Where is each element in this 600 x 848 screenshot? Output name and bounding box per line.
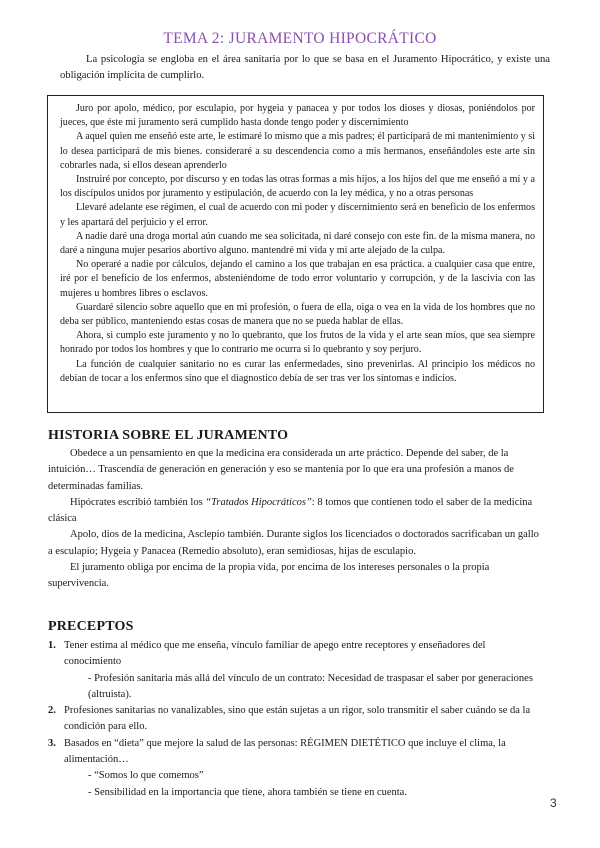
oath-paragraph: Llevaré adelante ese régimen, el cual de acuerdo con mi poder y discernimiento será en beneficio de los enfermos y les apartará del perjuicio y el error. <box>60 202 535 228</box>
page-number: 3 <box>550 796 557 810</box>
historia-text: : 8 tomos que contienen todo el saber de la medicina clásica <box>48 496 533 525</box>
precepto-text: Basados en “dieta” que mejore la salud de las personas: RÉGIMEN DIETÉTICO que incluye el clima, la alimentación… <box>64 737 506 766</box>
precepto-subitem: - “Somos lo que comemos” <box>88 770 204 782</box>
precepto-number: 1. <box>48 640 56 651</box>
historia-section <box>48 446 545 593</box>
oath-paragraph: Juro por apolo, médico, por esculapio, por hygeia y panacea y por todos los dioses y diosas, poniéndolos por jueces, que éste mi juramento será cumplido hasta donde tengo poder y discernimiento <box>60 103 535 129</box>
oath-paragraph: Ahora, si cumplo este juramento y no lo quebranto, que los frutos de la vida y el arte sean míos, que sea siempre honrado por todos los hombres y que lo contrario me ocurra si lo quebranto y soy perjuro. <box>60 330 535 356</box>
precepto-subitem: - Sensibilidad en la importancia que tiene, ahora también se tiene en cuenta. <box>88 786 407 798</box>
oath-paragraph: A aquel quien me enseñó este arte, le estimaré lo mismo que a mis padres; él participará de mi mantenimiento y si lo desea participará de mis bienes. consideraré a su descendencia como a mis hermanos, enseñándoles este arte sin cobrarles nada, si ellos desean aprenderlo <box>60 131 535 171</box>
oath-paragraph: La función de cualquier sanitario no es curar las enfermedades, sino prevenirlas. Al principio los médicos no debían de tocar a los enfermos sino que el diagnostico debía de ser tras ver los síntomas e indicios. <box>60 358 535 384</box>
historia-paragraph: Obedece a un pensamiento en que la medicina era considerada un arte práctico. Depende del saber, de la intuición… Trascendía de generación en generación y eso se mantenía por lo que era una profesión a manos de determinadas familias. <box>48 448 514 492</box>
oath-paragraph: No operaré a nadie por cálculos, dejando el camino a los que trabajan en esa práctica. a cualquier casa que entre, iré por el beneficio de los enfermos, absteniéndome de todo error voluntario y corrupción, y de la lascivia con las mujeres u hombres libres o esclavos. <box>60 259 535 299</box>
historia-paragraph <box>48 495 545 528</box>
oath-paragraph: A nadie daré una droga mortal aún cuando me sea solicitada, ni daré consejo con este fin. de la misma manera, no daré a ninguna mujer pesarios abortivo alguno. mantendré mi vida y mi arte alejado de la culpa. <box>60 230 535 257</box>
precepto-text: Profesiones sanitarias no vanalizables, sino que están sujetas a un rigor, solo transmitir el saber cuándo se da la condición para ello. <box>64 705 531 733</box>
oath-paragraph: Guardaré silencio sobre aquello que en mi profesión, o fuera de ella, oiga o vea en la vida de los hombres que no deba ser público, manteniendo estas cosas de manera que no se pueda hablar de ellas. <box>60 301 535 328</box>
precepto-subitem: - Profesión sanitaria más allá del vínculo de un contrato: Necesidad de traspasar el saber por generaciones (altruista). <box>88 672 533 700</box>
preceptos-list <box>48 638 545 801</box>
precepto-number: 2. <box>48 705 56 717</box>
historia-paragraph: El juramento obliga por encima de la propia vida, por encima de los intereses personales o la propia supervivencia. <box>48 562 490 590</box>
oath-box <box>47 95 544 413</box>
precepto-item <box>48 638 545 671</box>
precepto-item <box>48 736 545 769</box>
page-title: TEMA 2: JURAMENTO HIPOCRÁTICO <box>163 30 437 47</box>
precepto-text: Tener estima al médico que me enseña, vínculo familiar de apego entre receptores y enseñadores del conocimiento <box>64 640 486 668</box>
tratados-title: “Tratados Hipocráticos” <box>205 496 312 508</box>
historia-paragraph: Apolo, dios de la medicina, Asclepio también. Durante siglos los licenciados o doctorados sacrificaban un gallo a esculapio; Hygeia y Panacea (Remedio absoluto), eran semidiosas, hijas de esculapio. <box>48 529 539 557</box>
preceptos-heading: PRECEPTOS <box>48 619 134 634</box>
precepto-number: 3. <box>48 737 56 749</box>
intro-paragraph: La psicología se engloba en el área sanitaria por lo que se basa en el Juramento Hipocrático, y existe una obligación implícita de cumplirlo. <box>60 54 550 81</box>
historia-text: Hipócrates escribió también los <box>70 496 206 508</box>
precepto-item <box>48 703 545 736</box>
historia-heading: HISTORIA SOBRE EL JURAMENTO <box>48 428 289 443</box>
oath-paragraph: Instruiré por concepto, por discurso y en todas las otras formas a mis hijos, a los hijos del que me enseñó a mí y a los discípulos unidos por juramento y estipulación, de acuerdo con la ley médica, y no a otras personas <box>60 174 535 200</box>
